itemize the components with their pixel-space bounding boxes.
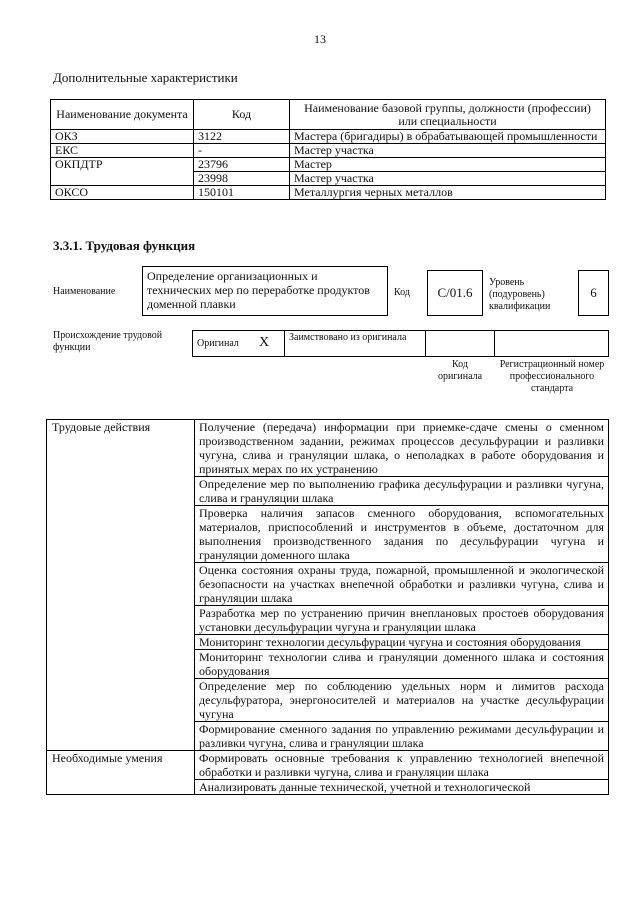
action-item: Формирование сменного задания по управлению режимами десульфурации и разливки чугуна, слива и грануляции шлака	[195, 722, 609, 751]
table-cell: 23998	[194, 172, 290, 186]
page-number: 13	[314, 32, 326, 46]
skill-item: Формировать основные требования к управлению технологией внепечной обработки и разливки чугуна, слива и грануляции шлака	[195, 751, 609, 780]
table-row	[47, 420, 609, 477]
column-header: Код	[194, 100, 290, 130]
characteristics-table	[50, 99, 606, 200]
skill-item: Анализировать данные технической, учетной и технологической	[195, 780, 609, 795]
skills-label: Необходимые умения	[47, 751, 195, 795]
original-label: Оригинал	[197, 338, 239, 349]
column-header: Наименование базовой группы, должности (профессии) или специальности	[290, 100, 606, 130]
table-row	[51, 144, 606, 158]
table-cell: 3122	[194, 130, 290, 144]
table-cell: ОКПДТР	[51, 158, 194, 186]
action-item: Мониторинг технологии слива и грануляции доменного шлака и состояния оборудования	[195, 650, 609, 679]
action-item: Оценка состояния охраны труда, пожарной, промышленной и экологической безопасности на участках внепечной обработки и разливки чугуна, слива и грануляции шлака	[195, 563, 609, 606]
table-cell: Мастер участка	[290, 144, 606, 158]
action-item: Определение мер по выполнению графика десульфурации и разливки чугуна, слива и грануляции шлака	[195, 477, 609, 506]
action-item: Получение (передача) информации при приемке-сдаче смены о сменном производственном задании, режимах процессов десульфурации и разливки чугуна, слива и грануляции шлака, о неполадках в работе оборудования и принятых мерах по их устранению	[195, 420, 609, 477]
table-cell: Мастера (бригадиры) в обрабатывающей промышленности	[290, 130, 606, 144]
section-title: Дополнительные характеристики	[53, 70, 238, 85]
origin-label: Происхождение трудовой функции	[53, 330, 163, 353]
code-label: Код	[394, 287, 410, 298]
original-mark: X	[259, 335, 270, 350]
table-cell: Мастер	[290, 158, 606, 172]
action-item: Определение мер по соблюдению удельных норм и лимитов расхода десульфуратора, энергоносителей и материалов на участке десульфурации чугуна	[195, 679, 609, 722]
action-item: Разработка мер по устранению причин внеплановых простоев оборудования установки десульфурации чугуна и грануляции шлака	[195, 606, 609, 635]
level-label: Уровень (подуровень) квалификации	[489, 277, 551, 312]
name-label: Наименование	[53, 286, 116, 297]
table-header-row	[51, 100, 606, 130]
table-cell: ОКЗ	[51, 130, 194, 144]
table-row	[47, 751, 609, 780]
function-name-box: Определение организационных и технических мер по переработке продуктов доменной плавки	[142, 266, 388, 316]
action-item: Мониторинг технологии десульфурации чугуна и состояния оборудования	[195, 635, 609, 650]
original-cell	[192, 330, 285, 357]
table-cell: 150101	[194, 186, 290, 200]
actions-table	[46, 419, 609, 795]
table-cell: Металлургия черных металлов	[290, 186, 606, 200]
actions-label: Трудовые действия	[47, 420, 195, 751]
function-heading: 3.3.1. Трудовая функция	[53, 238, 196, 253]
reg-caption: Регистрационный номер профессионального стандарта	[499, 359, 605, 394]
table-cell: Мастер участка	[290, 172, 606, 186]
table-cell: ОКСО	[51, 186, 194, 200]
table-cell: ЕКС	[51, 144, 194, 158]
table-row	[51, 130, 606, 144]
column-header: Наименование документа	[51, 100, 194, 130]
reg-number-cell	[494, 330, 609, 357]
table-row	[51, 158, 606, 172]
function-code-box: C/01.6	[427, 270, 483, 316]
level-value-box: 6	[578, 270, 609, 316]
table-row	[51, 186, 606, 200]
borrowed-cell: Заимствовано из оригинала	[284, 330, 426, 357]
table-cell: -	[194, 144, 290, 158]
origin-code-cell	[425, 330, 495, 357]
code-caption: Код оригинала	[437, 359, 483, 382]
table-cell: 23796	[194, 158, 290, 172]
action-item: Проверка наличия запасов сменного оборудования, вспомогательных материалов, приспособлений и инструментов в объеме, достаточном для выполнения производственного задания по десульфурации чугуна и грануляции доменного шлака	[195, 506, 609, 563]
